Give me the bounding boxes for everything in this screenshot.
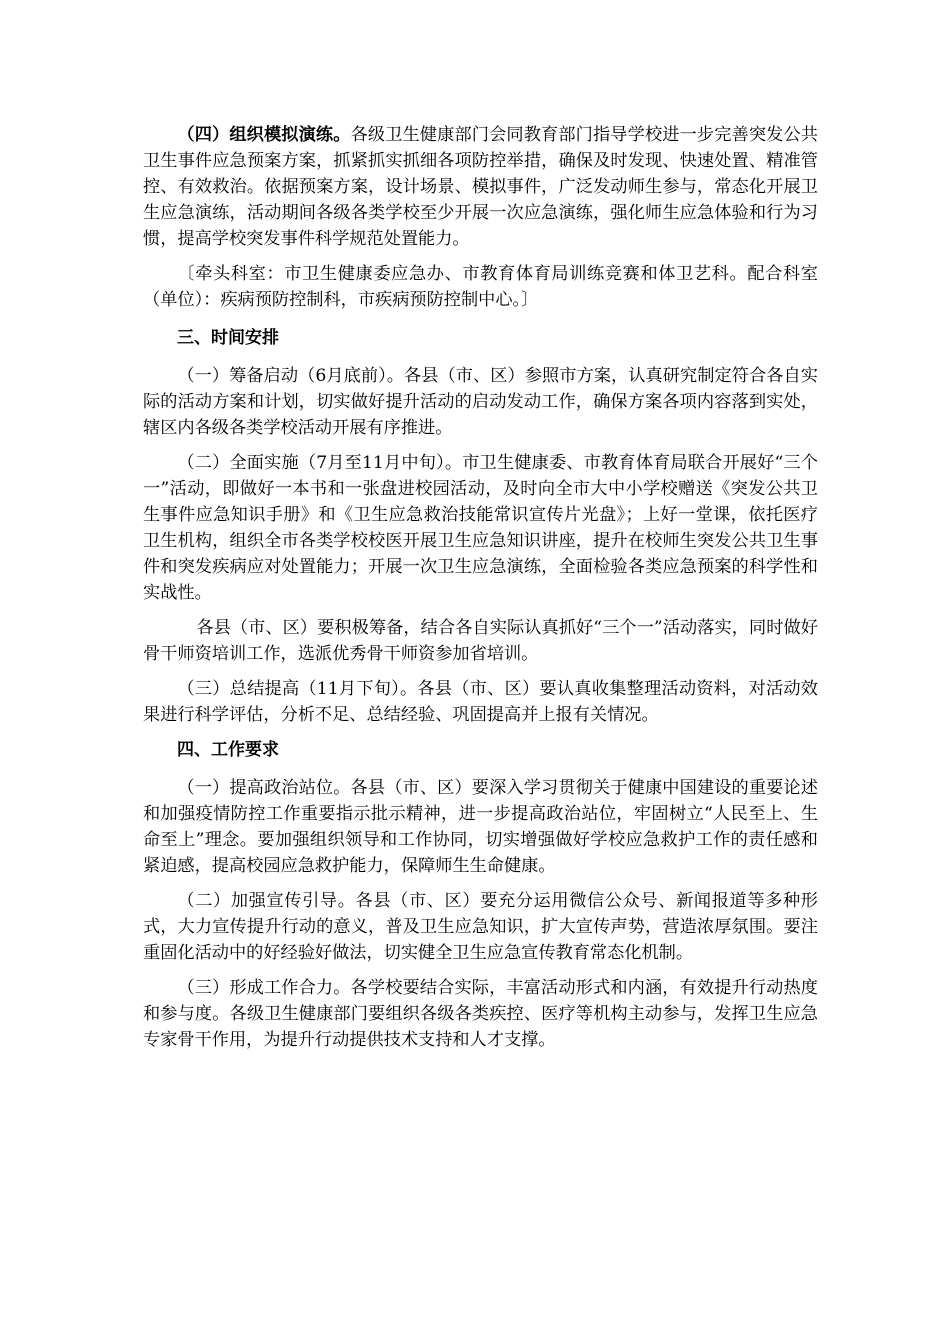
- section-heading-schedule: 三、时间安排: [177, 328, 279, 348]
- paragraph-summary: （三）总结提高（11月下旬）。各县（市、区）要认真收集整理活动资料，对活动效果进行科学评估，分析不足、总结经验、巩固提高并上报有关情况。: [143, 679, 818, 725]
- section-heading-requirements: 四、工作要求: [177, 740, 279, 760]
- paragraph-political-stance: （一）提高政治站位。各县（市、区）要深入学习贯彻关于健康中国建设的重要论述和加强疫情防控工作重要指示批示精神，进一步提高政治站位，牢固树立“人民至上、生命至上”理念。要加强组织领导和工作协同，切实增强做好学校应急救护工作的责任感和紧迫感，提高校园应急救护能力，保障师生生命健康。: [143, 778, 818, 876]
- lead-units-note: 〔牵头科室：市卫生健康委应急办、市教育体育局训练竞赛和体卫艺科。配合科室（单位）：疾病预防控制科，市疾病预防控制中心。〕: [143, 264, 818, 310]
- paragraph-organize-drills: [143, 122, 818, 252]
- paragraph-implementation: （二）全面实施（7月至11月中旬）。市卫生健康委、市教育体育局联合开展好“三个一”活动，即做好一本书和一张盘进校园活动，及时向全市大中小学校赠送《突发公共卫生事件应急知识手册》和《卫生应急救治技能常识宣传片光盘》；上好一堂课，依托医疗卫生机构，组织全市各类学校校医开展卫生应急知识讲座，提升在校师生突发公共卫生事件和突发疾病应对处置能力；开展一次卫生应急演练，全面检验各类应急预案的科学性和实战性。: [143, 453, 818, 603]
- document-page: [143, 122, 818, 1062]
- paragraph-counties-prepare: 各县（市、区）要积极筹备，结合各自实际认真抓好“三个一”活动落实，同时做好骨干师资培训工作，选派优秀骨干师资参加省培训。: [143, 618, 818, 664]
- paragraph-joint-effort: （三）形成工作合力。各学校要结合实际，丰富活动形式和内涵，有效提升行动热度和参与度。各级卫生健康部门要组织各级各类疾控、医疗等机构主动参与，发挥卫生应急专家骨干作用，为提升行动提供技术支持和人才支撑。: [143, 978, 818, 1050]
- paragraph-publicity: （二）加强宣传引导。各县（市、区）要充分运用微信公众号、新闻报道等多种形式，大力宣传提升行动的意义，普及卫生应急知识，扩大宣传声势，营造浓厚氛围。要注重固化活动中的好经验好做法，切实健全卫生应急宣传教育常态化机制。: [143, 891, 818, 963]
- paragraph-preparation: （一）筹备启动（6月底前）。各县（市、区）参照市方案，认真研究制定符合各自实际的活动方案和计划，切实做好提升活动的启动发动工作，确保方案各项内容落到实处，辖区内各级各类学校活动开展有序推进。: [143, 366, 818, 438]
- paragraph-text: 各级卫生健康部门会同教育部门指导学校进一步完善突发公共卫生事件应急预案方案，抓紧抓实抓细各项防控举措，确保及时发现、快速处置、精准管控、有效救治。依据预案方案，设计场景、模拟事件，广泛发动师生参与，常态化开展卫生应急演练，活动期间各级各类学校至少开展一次应急演练，强化师生应急体验和行为习惯，提高学校突发事件科学规范处置能力。: [143, 125, 818, 249]
- paragraph-lead: （四）组织模拟演练。: [177, 125, 351, 145]
